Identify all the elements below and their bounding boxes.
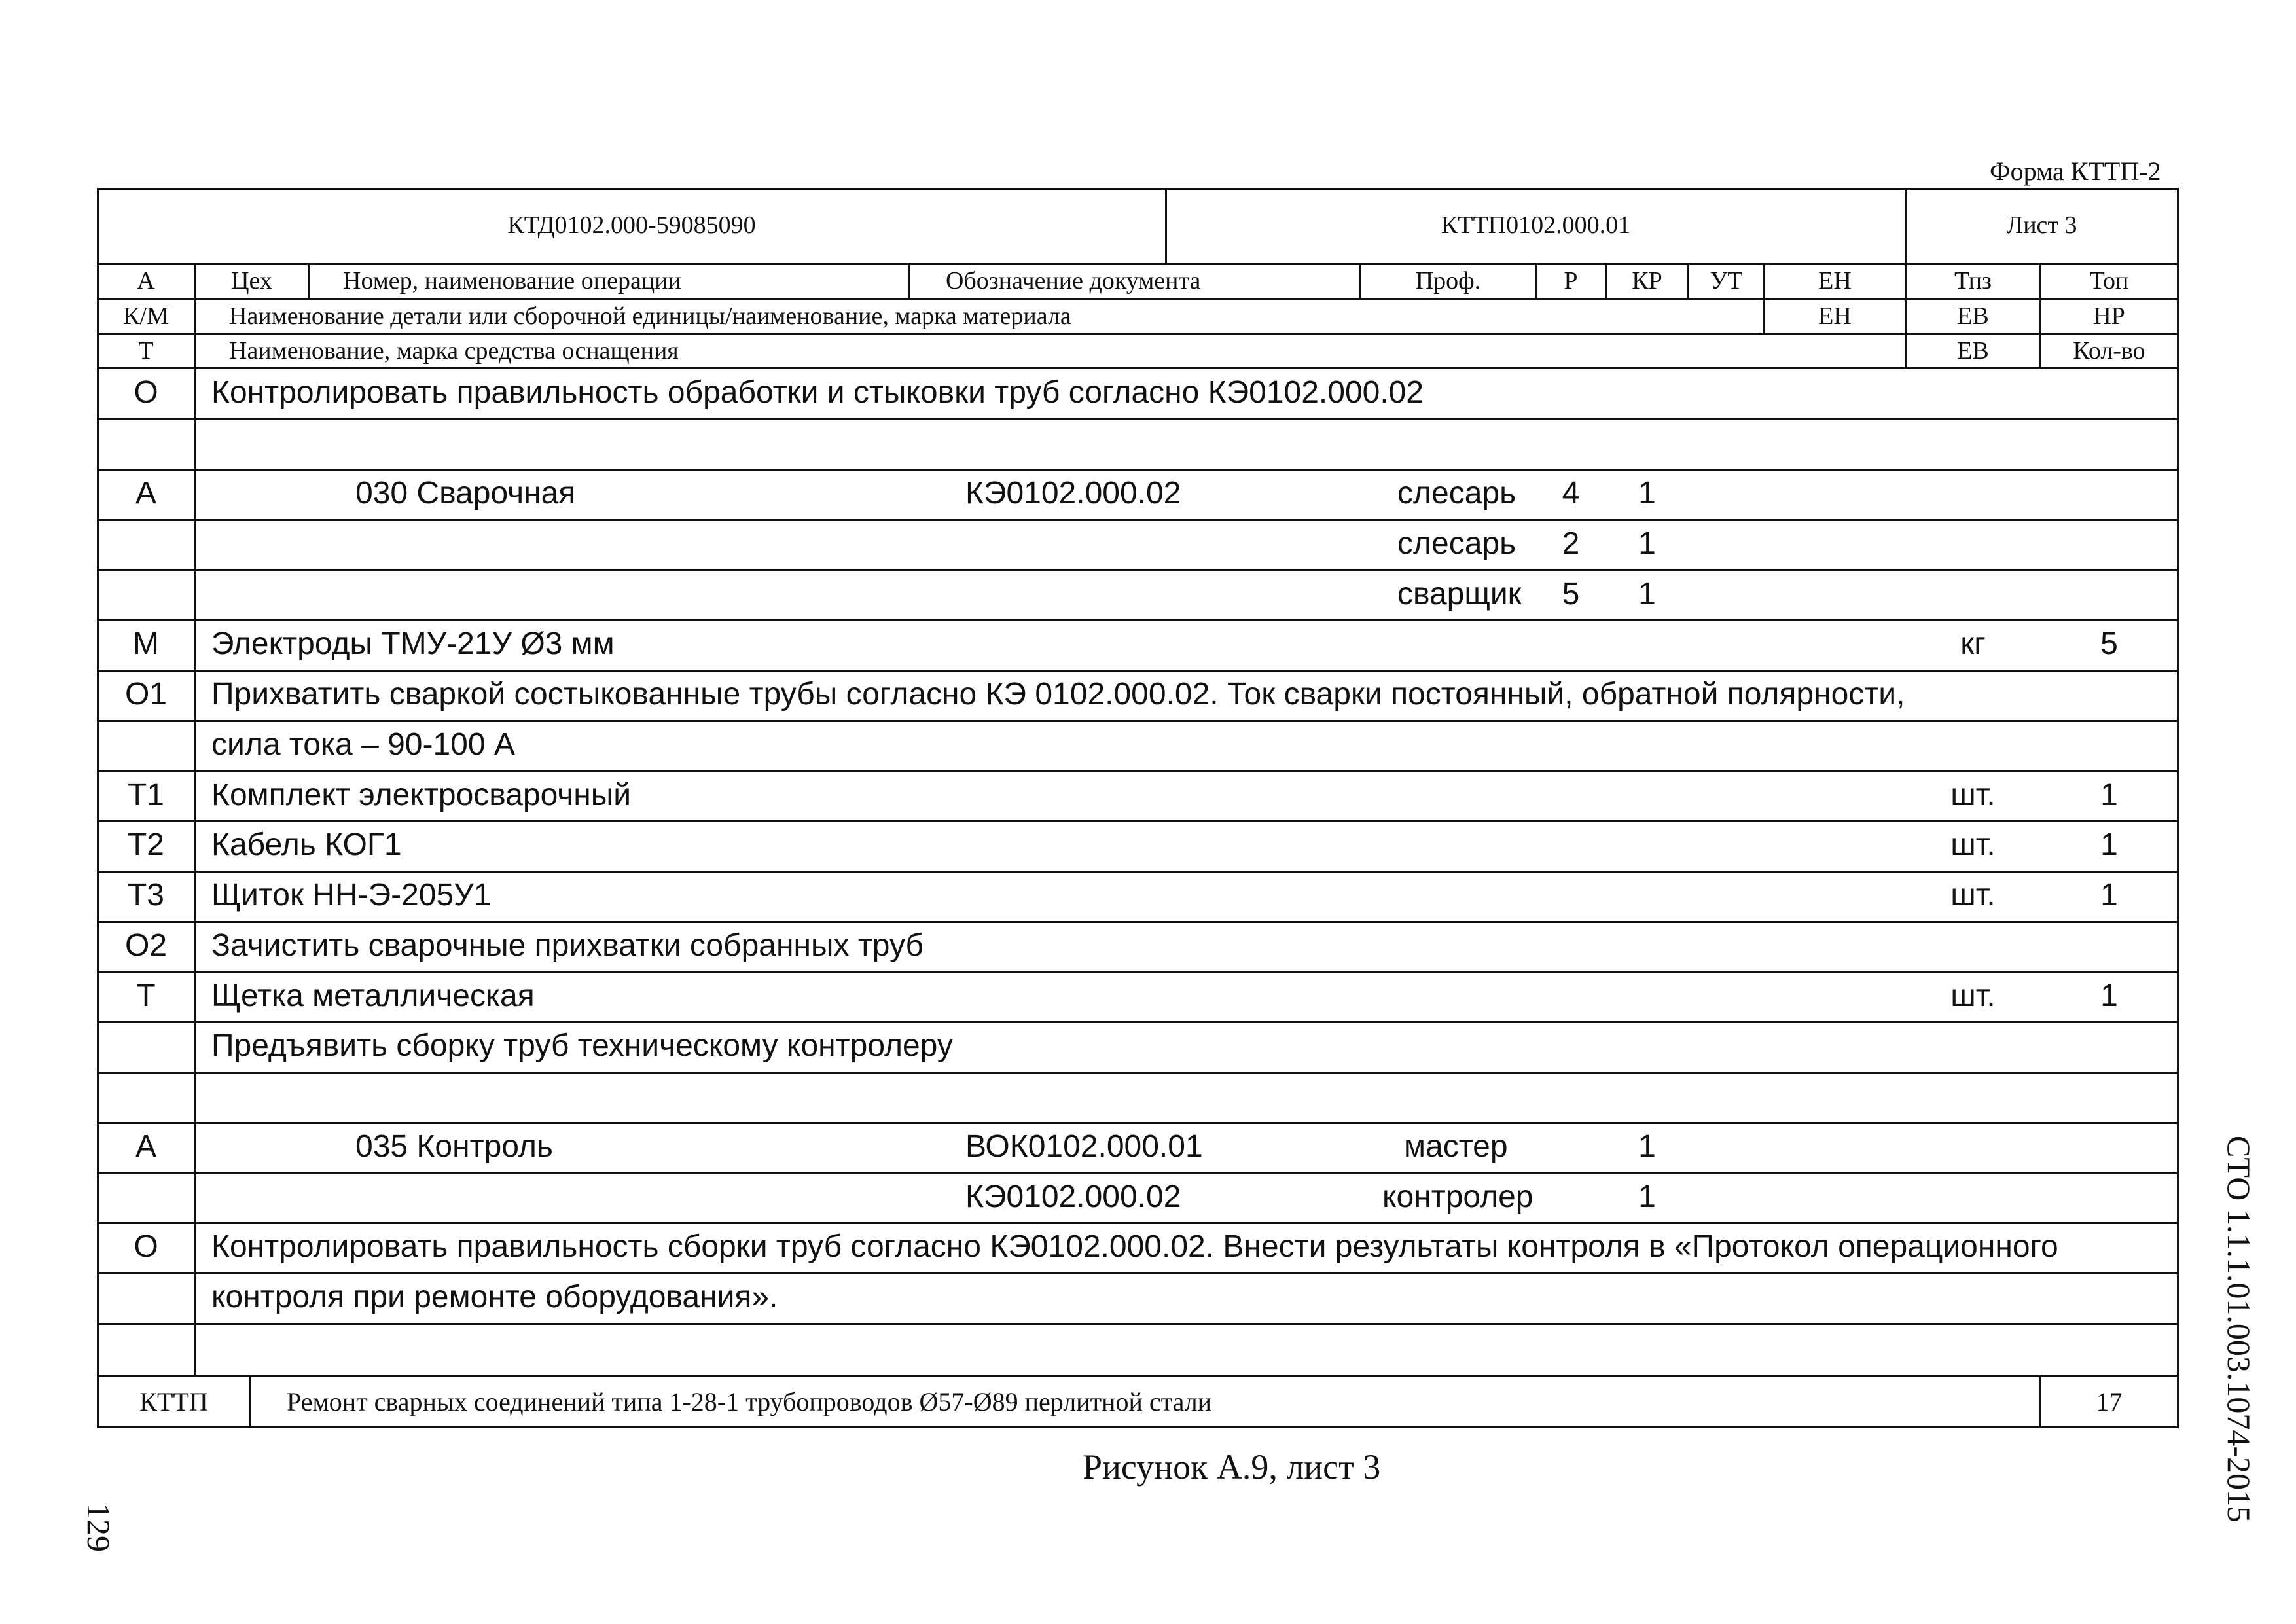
workers-kr: 1 [1638, 1180, 1656, 1214]
row-text: Контролировать правильность обработки и стыковки труб согласно КЭ0102.000.02 [211, 375, 1424, 410]
col-header-km: К/М [123, 302, 169, 330]
footer-title: Ремонт сварных соединений типа 1-28-1 трубопроводов Ø57-Ø89 перлитной стали [287, 1387, 1212, 1416]
row-text: Щетка металлическая [211, 979, 535, 1013]
unit: кг [1960, 626, 1986, 661]
grade-r: 4 [1562, 476, 1580, 511]
figure-caption: Рисунок А.9, лист 3 [1083, 1447, 1381, 1487]
row-code: О2 [124, 928, 168, 963]
workers-kr: 1 [1638, 577, 1656, 611]
row-code: О [134, 375, 158, 410]
col-header-kr: КР [1632, 267, 1662, 295]
quantity: 1 [2100, 827, 2118, 862]
row-code: Т3 [127, 878, 164, 912]
profession: слесарь [1397, 476, 1516, 511]
col-header-t: Т [138, 337, 154, 365]
col-header-ut: УТ [1710, 267, 1743, 295]
profession: мастер [1404, 1129, 1508, 1164]
sheet-number: Лист 3 [2006, 211, 2077, 239]
row-text: Щиток НН-Э-205У1 [211, 878, 492, 912]
col-header-ev: ЕВ [1957, 302, 1989, 330]
page-number: 129 [81, 1503, 117, 1552]
col-header-document: Обозначение документа [946, 267, 1201, 295]
workers-kr: 1 [1638, 1129, 1656, 1164]
row-text: сила тока – 90-100 А [211, 727, 515, 762]
document-code: КТД0102.000-59085090 [507, 211, 756, 239]
col-header-nr: НР [2093, 302, 2125, 330]
col-header-part-name: Наименование детали или сборочной единицы/наименование, марка материала [229, 302, 1071, 330]
row-code: А [135, 1129, 156, 1164]
col-header-prof: Проф. [1415, 267, 1481, 295]
standard-code: СТО 1.1.1.01.003.1074-2015 [2221, 1136, 2257, 1523]
row-code: Т [136, 979, 156, 1013]
row-text: Комплект электросварочный [211, 778, 632, 812]
quantity: 5 [2100, 626, 2118, 661]
row-text: контроля при ремонте оборудования». [211, 1280, 778, 1314]
row-text: Электроды ТМУ-21У Ø3 мм [211, 626, 615, 661]
col-header-ev: ЕВ [1957, 337, 1989, 365]
grade-r: 2 [1562, 526, 1580, 561]
row-code: М [133, 626, 159, 661]
document-designation: ВОК0102.000.01 [965, 1129, 1203, 1164]
row-code: А [135, 476, 156, 511]
row-text: Контролировать правильность сборки труб согласно КЭ0102.000.02. Внести результаты контроля в «Протокол операционного [211, 1229, 2058, 1264]
col-header-r: Р [1564, 267, 1578, 295]
col-header-tpz: Тпз [1954, 267, 1992, 295]
workers-kr: 1 [1638, 476, 1656, 511]
unit: шт. [1950, 878, 1996, 912]
col-header-equipment-name: Наименование, марка средства оснащения [229, 337, 679, 365]
unit: шт. [1950, 979, 1996, 1013]
row-code: Т2 [127, 827, 164, 862]
unit: шт. [1950, 778, 1996, 812]
row-text: Прихватить сваркой состыкованные трубы согласно КЭ 0102.000.02. Ток сварки постоянный, обратной полярности, [211, 677, 1905, 712]
col-header-shop: Цех [231, 267, 272, 295]
quantity: 1 [2100, 778, 2118, 812]
quantity: 1 [2100, 878, 2118, 912]
quantity: 1 [2100, 979, 2118, 1013]
operation-name: 035 Контроль [355, 1129, 553, 1164]
form-label: Форма КТТП-2 [1990, 156, 2161, 186]
col-header-en: ЕН [1818, 302, 1852, 330]
profession: слесарь [1397, 526, 1516, 561]
col-header-qty: Кол-во [2073, 337, 2145, 365]
profession: сварщик [1397, 577, 1522, 611]
document-designation: КЭ0102.000.02 [965, 1180, 1181, 1214]
unit: шт. [1950, 827, 1996, 862]
document-designation: КЭ0102.000.02 [965, 476, 1181, 511]
footer-label: КТТП [139, 1387, 208, 1416]
grade-r: 5 [1562, 577, 1580, 611]
col-header-en: ЕН [1818, 267, 1852, 295]
row-code: О [134, 1229, 158, 1264]
operation-name: 030 Сварочная [355, 476, 576, 511]
row-text: Зачистить сварочные прихватки собранных труб [211, 928, 924, 963]
row-code: О1 [124, 677, 168, 712]
row-code: Т1 [127, 778, 164, 812]
workers-kr: 1 [1638, 526, 1656, 561]
row-text: Предъявить сборку труб техническому контролеру [211, 1028, 953, 1063]
col-header-top: Топ [2089, 267, 2129, 295]
kttp-code: КТТП0102.000.01 [1441, 211, 1631, 239]
profession: контролер [1382, 1180, 1534, 1214]
footer-number: 17 [2096, 1387, 2123, 1416]
row-text: Кабель КОГ1 [211, 827, 402, 862]
col-header-operation: Номер, наименование операции [343, 267, 681, 295]
col-header-a: А [137, 267, 155, 295]
